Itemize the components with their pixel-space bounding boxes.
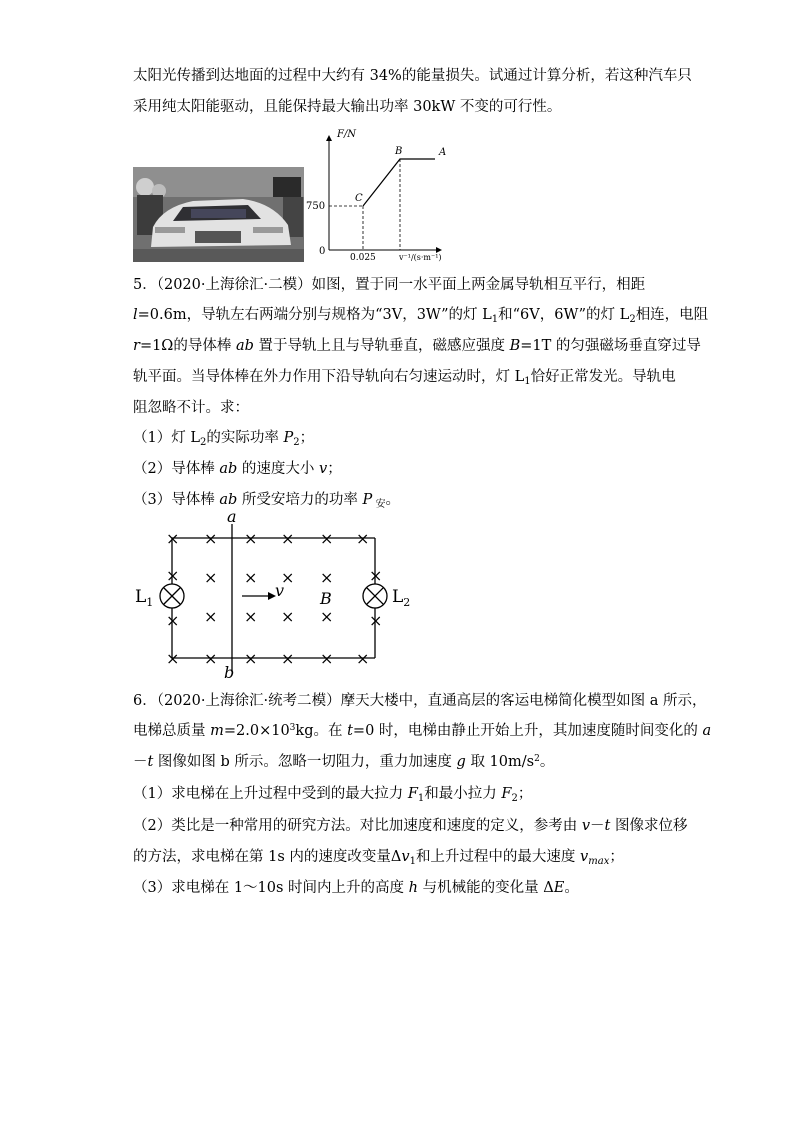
x-axis-label: v⁻¹/(s·m⁻¹) <box>399 253 442 262</box>
q5-sub-2: （2）导体棒 ab 的速度大小 v； <box>133 461 342 477</box>
q6-line-1: 6．（2020·上海徐汇·统考二模）摩天大楼中，直通高层的客运电梯简化模型如图 a 所示， <box>133 693 707 709</box>
q6-line-2: 电梯总质量 $m=2.0\times 10^3kg$。在 t=0 时，电梯由静止开始上升，其加速度随时间变化的 a <box>133 723 712 739</box>
field-cross: × <box>166 611 180 630</box>
label-b: b <box>224 663 235 682</box>
field-cross: × <box>281 529 295 548</box>
label-B: B <box>320 589 332 608</box>
force-velocity-graph <box>305 126 445 261</box>
label-v: v <box>275 581 285 600</box>
field-cross: × <box>204 649 218 668</box>
label-l2: $L_2$ <box>392 587 411 609</box>
q6-sub-2: （2）类比是一种常用的研究方法。对比加速度和速度的定义，参考由 v－t 图像求位移 <box>133 818 688 834</box>
intro-line-1: 太阳光传播到达地面的过程中大约有 34%的能量损失。试通过计算分析，若这种汽车只 <box>133 68 692 84</box>
field-cross: × <box>356 529 370 548</box>
field-cross: × <box>281 607 295 626</box>
q5-line-2: l=0.6m，导轨左右两端分别与规格为“3V，3W”的灯 $L_1$和“6V，6W”的灯 $L_2$相连，电阻 <box>133 307 709 325</box>
field-cross: × <box>204 529 218 548</box>
field-cross: × <box>320 607 334 626</box>
q6-line-3: －t 图像如图 b 所示。忽略一切阻力，重力加速度 g 取 $10m/s^2$。 <box>133 754 555 770</box>
field-cross: × <box>204 568 218 587</box>
field-cross: × <box>244 649 258 668</box>
x-tick-0025: 0.025 <box>350 253 376 263</box>
q6-sub-2-cont: 的方法，求电梯在第 1s 内的速度改变量$\Delta v_1$和上升过程中的最大速度 $v_{max}$； <box>133 849 624 867</box>
q5-sub-3: （3）导体棒 ab 所受安培力的功率 P $_安$。 <box>133 492 400 510</box>
label-l1: $L_1$ <box>135 587 154 609</box>
field-cross: × <box>281 649 295 668</box>
y-tick-750: 750 <box>306 201 326 212</box>
field-cross: × <box>244 529 258 548</box>
field-cross: × <box>281 568 295 587</box>
field-cross: × <box>320 529 334 548</box>
y-axis-label: F/N <box>337 129 357 140</box>
q5-line-1: 5．（2020·上海徐汇·二模）如图，置于同一水平面上两金属导轨相互平行，相距 <box>133 277 646 293</box>
field-cross: × <box>244 607 258 626</box>
field-cross: × <box>204 607 218 626</box>
field-cross: × <box>166 649 180 668</box>
graph-curve-c-b-a <box>363 159 435 206</box>
field-cross: × <box>166 529 180 548</box>
field-cross: × <box>369 611 383 630</box>
circuit-diagram <box>130 507 420 682</box>
origin-label: 0 <box>319 246 326 257</box>
q5-line-5: 阻忽略不计。求： <box>133 400 249 416</box>
field-cross: × <box>320 649 334 668</box>
point-c-label: C <box>355 193 363 204</box>
intro-line-2: 采用纯太阳能驱动，且能保持最大输出功率 30kW 不变的可行性。 <box>133 99 562 115</box>
field-cross: × <box>320 568 334 587</box>
field-cross: × <box>369 566 383 585</box>
q5-line-4: 轨平面。当导体棒在外力作用下沿导轨向右匀速运动时，灯 $L_1$恰好正常发光。导轨电 <box>133 369 676 387</box>
field-cross: × <box>244 568 258 587</box>
point-a-label: A <box>439 147 447 158</box>
q6-sub-1: （1）求电梯在上升过程中受到的最大拉力 $F_1$和最小拉力 $F_2$； <box>133 786 533 804</box>
label-a: a <box>227 507 237 526</box>
lamp-l1 <box>160 584 184 608</box>
point-b-label: B <box>395 146 403 157</box>
field-cross: × <box>356 649 370 668</box>
q5-line-3: r=1Ω的导体棒 ab 置于导轨上且与导轨垂直，磁感应强度 B=1T 的匀强磁场垂直穿过导 <box>133 338 701 354</box>
solar-car-photo <box>133 167 304 262</box>
lamp-l2 <box>363 584 387 608</box>
q6-sub-3: （3）求电梯在 1～10s 时间内上升的高度 h 与机械能的变化量 ΔE。 <box>133 880 579 896</box>
q5-sub-1: （1）灯 $L_2$的实际功率 $P_2$； <box>133 430 315 448</box>
field-cross: × <box>166 566 180 585</box>
